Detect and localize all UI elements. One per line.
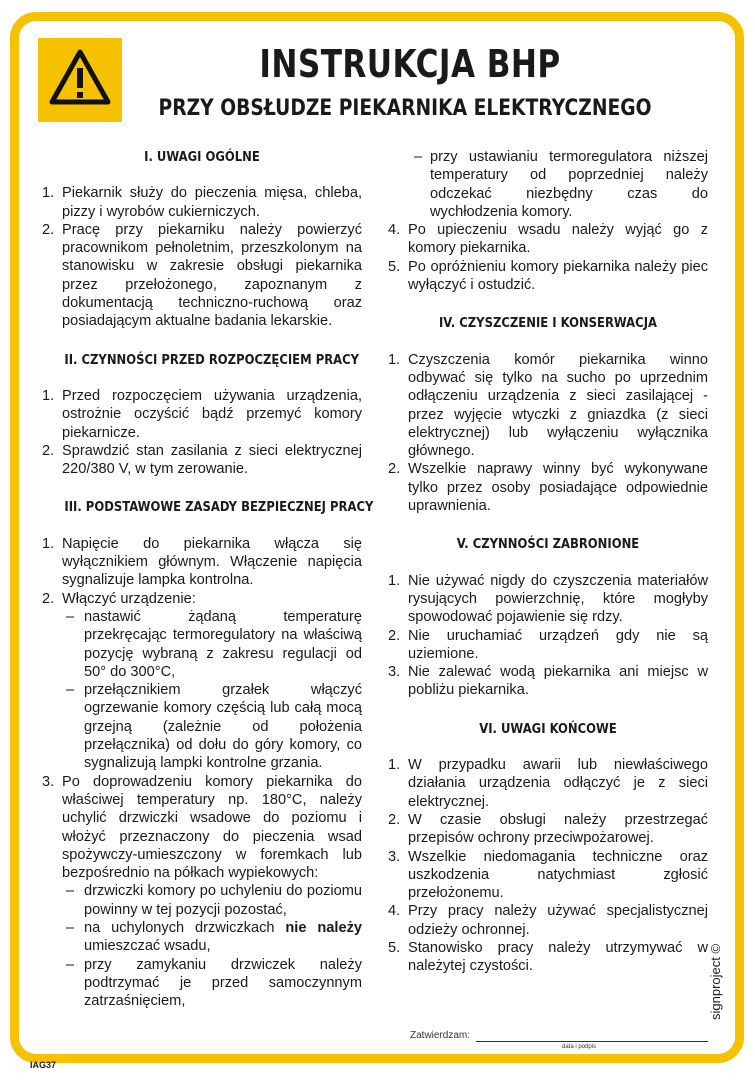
list-item: 1. W przypadku awarii lub niewłaściwego działania urządzenia odłączyć je z sieci elektrycznej.: [388, 757, 708, 810]
list-item: 3. Nie zalewać wodą piekarnika ani miejsc w pobliżu piekarnika.: [388, 664, 708, 699]
section-1-list: [42, 184, 362, 330]
sub-item: – na uchylonych drzwiczkach nie należy umieszczać wsadu,: [62, 919, 362, 956]
approve-label: Zatwierdzam:: [410, 1030, 471, 1041]
sub-item: – przełącznikiem grzałek włączyć ogrzewanie komory częścią lub całą mocą grzejną (zależnie od położenia przełącznika) od dołu do góry komory, co sygnalizują lampki kontrolne grzania.: [62, 681, 362, 772]
continued-sub-list: [388, 148, 708, 221]
list-item: 2. Sprawdzić stan zasilania z sieci elektrycznej 220/380 V, w tym zerowanie.: [42, 442, 362, 478]
sign-code: IAG37: [30, 1060, 57, 1070]
section-heading-2: II. CZYNNOŚCI PRZED ROZPOCZĘCIEM PRACY: [64, 351, 360, 368]
list-item: 1. Przed rozpoczęciem używania urządzenia, ostrożnie oczyścić bądź przemyć komory piekarnicze.: [42, 387, 362, 441]
section-4-list: [388, 351, 708, 516]
list-item: 5. Po opróżnieniu komory piekarnika należy piec wyłączyć i ostudzić.: [388, 258, 708, 294]
signature-caption: data i podpis: [562, 1044, 597, 1050]
sub-item: – nastawić żądaną temperaturę przekręcając termoregulatory na właściwą pozycję wybraną z zakresu regulacji od 50° do 300°C,: [62, 608, 362, 681]
sub-item: – przy zamykaniu drzwiczek należy podtrzymać je przed samoczynnym zatrzaśnięciem,: [62, 956, 362, 1011]
brand-mark: signproject ©: [708, 943, 723, 1020]
list-item: 2. Wszelkie naprawy winny być wykonywane tylko przez osoby posiadające odpowiednie uprawnienia.: [388, 461, 708, 515]
list-item: 2. Pracę przy piekarniku należy powierzyć pracownikom pełnoletnim, przeszkolonym na stanowisku w zakresie obsługi piekarnika przez przełożonego, zapoznanym z dokumentacją techniczno-ruchową oraz posiadającym aktualne badania lekarskie.: [42, 221, 362, 330]
section-5-list: [388, 572, 708, 700]
page-subtitle: PRZY OBSŁUDZE PIEKARNIKA ELEKTRYCZNEGO: [158, 96, 652, 121]
section-heading-4: IV. CZYSZCZENIE I KONSERWACJA: [438, 315, 658, 332]
list-item: 2. Nie uruchamiać urządzeń gdy nie są uziemione.: [388, 627, 708, 662]
section-6-list: [388, 756, 708, 976]
list-item: 3. Po doprowadzeniu komory piekarnika do właściwej temperatury np. 180°C, należy uchylić drzwiczki wsadowe do poziomu i włożyć przeznaczony do pieczenia wsad spożywczy-umieszczony w foremkach lub bezpośrednio na półkach wypiekowych: – drzwiczki komory po uchyleniu do poziomu powinny w tej pozycji pozostać, – na uchylonych drzwiczkach nie należy umieszczać wsadu, – przy zamykaniu drzwiczek należy podtrzymać je przed samoczynnym zatrzaśnięciem,: [42, 773, 362, 1011]
warning-sign: [38, 38, 122, 122]
list-item: 4. Przy pracy należy używać specjalistycznej odzieży ochronnej.: [388, 903, 708, 938]
section-2-list: [42, 387, 362, 478]
warning-triangle-icon: [48, 48, 112, 108]
sub-item: – przy ustawianiu termoregulatora niższej temperatury od poprzedniej należy odczekać niezbędny czas do wychłodzenia komory.: [388, 148, 708, 221]
list-item: 2. Włączyć urządzenie: – nastawić żądaną temperaturę przekręcając termoregulatory na właściwą pozycję wybraną z zakresu regulacji od 50° do 300°C, – przełącznikiem grzałek włączyć ogrzewanie komory częścią lub całą mocą grzejną (zależnie od położenia przełącznika) od dołu do góry komory, co sygnalizują lampki kontrolne grzania.: [42, 590, 362, 773]
sub-list: [62, 608, 362, 773]
section-heading-6: VI. UWAGI KOŃCOWE: [479, 720, 617, 737]
list-item: 2. W czasie obsługi należy przestrzegać przepisów ochrony przeciwpożarowej.: [388, 811, 708, 847]
page-title: INSTRUKCJA BHP: [259, 42, 561, 86]
section-3-list: [42, 535, 362, 1011]
list-item: 1. Napięcie do piekarnika włącza się wyłącznikiem głównym. Włączenie napięcia sygnalizuje lampka kontrolna.: [42, 535, 362, 589]
list-item: 1. Czyszczenia komór piekarnika winno odbywać się tylko na sucho po uprzednim odłączeniu urządzenia z sieci zasilającej - przez wyjęcie wtyczki z gniazdka (z sieci elektrycznej) lub wyłączeniu wyłącznika głównego.: [388, 351, 708, 460]
list-item: 4. Po upieczeniu wsadu należy wyjąć go z komory piekarnika.: [388, 222, 708, 257]
section-heading-5: V. CZYNNOŚCI ZABRONIONE: [456, 536, 640, 553]
left-column: [42, 148, 374, 1010]
list-item: 5. Stanowisko pracy należy utrzymywać w należytej czystości.: [388, 939, 708, 975]
right-column: [388, 148, 708, 976]
list-item: 1. Piekarnik służy do pieczenia mięsa, chleba, pizzy i wyrobów cukierniczych.: [42, 185, 362, 220]
signature-line: [476, 1041, 708, 1042]
list-item: 1. Nie używać nigdy do czyszczenia materiałów rysujących powierzchnię, które mogłyby spowodować pojawienie się rdzy.: [388, 572, 708, 626]
section-heading-1: I. UWAGI OGÓLNE: [144, 149, 260, 165]
sub-list: [62, 882, 362, 1010]
sub-item: – drzwiczki komory po uchyleniu do poziomu powinny w tej pozycji pozostać,: [62, 882, 362, 919]
section-3-list-continued: [388, 221, 708, 294]
section-heading-3: III. PODSTAWOWE ZASADY BEZPIECZNEJ PRACY: [64, 499, 374, 516]
list-item: 3. Wszelkie niedomagania techniczne oraz uszkodzenia natychmiast zgłosić przełożonemu.: [388, 848, 708, 902]
